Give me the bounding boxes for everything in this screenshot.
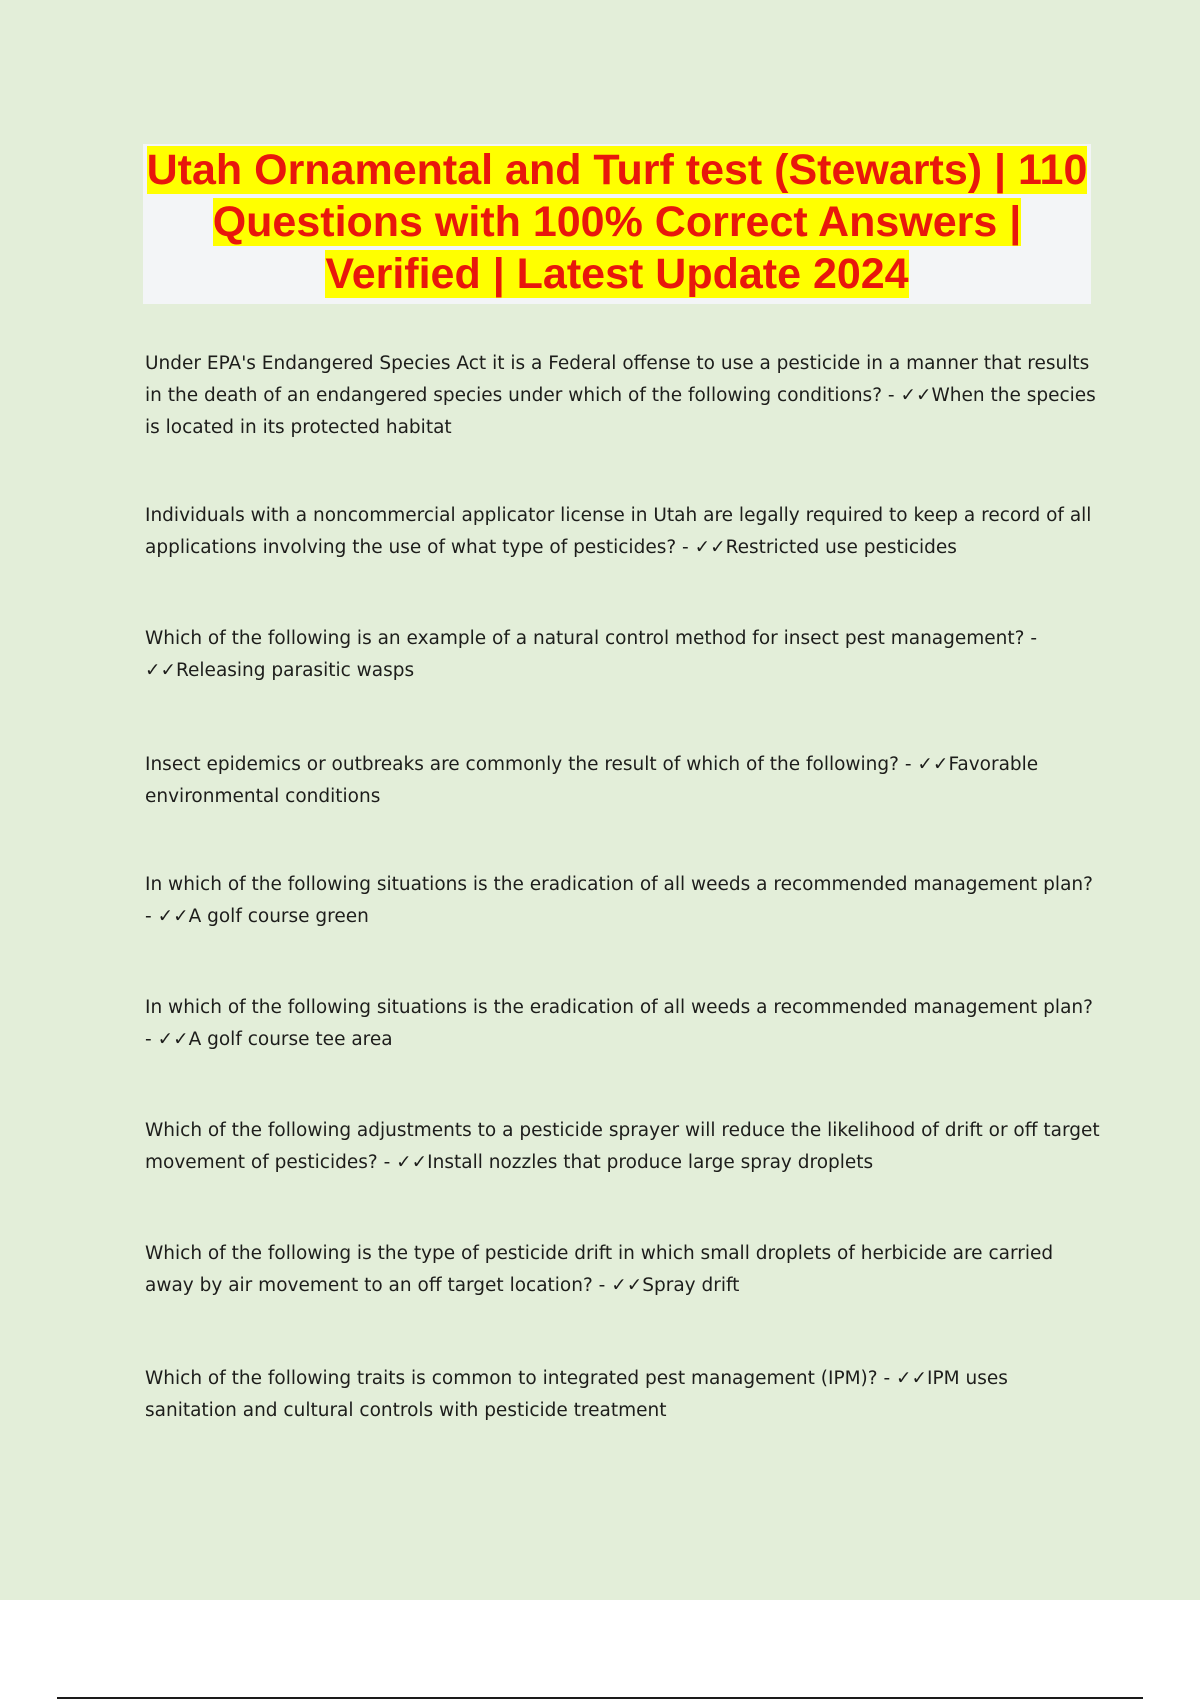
qa-item-4 — [145, 749, 1100, 869]
check-mark-icon: ✓✓ — [900, 385, 932, 406]
answer-text: Spray drift — [642, 1275, 740, 1296]
question-text: Which of the following is the type of pesticide drift in which small droplets of herbicide are carried away by air movement to an off target location? - — [145, 1243, 1054, 1296]
check-mark-icon: ✓✓ — [896, 1368, 928, 1389]
question-text: Which of the following is an example of a natural control method for insect pest management? - — [145, 628, 1038, 649]
question-text: In which of the following situations is the eradication of all weeds a recommended management plan? - — [145, 997, 1093, 1050]
check-mark-icon: ✓✓ — [917, 754, 949, 775]
check-mark-icon: ✓✓ — [396, 1152, 428, 1173]
question-text: Under EPA's Endangered Species Act it is a Federal offense to use a pesticide in a manner that results in the death of an endangered species under which of the following conditions? - — [145, 353, 1090, 406]
check-mark-icon: ✓✓ — [694, 537, 726, 558]
answer-text: A golf course green — [188, 906, 369, 927]
question-text: Insect epidemics or outbreaks are commonly the result of which of the following? - — [145, 754, 918, 775]
question-text: In which of the following situations is the eradication of all weeds a recommended management plan? - — [145, 874, 1093, 927]
qa-item-8 — [145, 1238, 1100, 1363]
qa-item-5 — [145, 869, 1100, 992]
answer-text: Releasing parasitic wasps — [176, 660, 415, 681]
document-title — [143, 144, 1091, 300]
title-block — [143, 144, 1091, 304]
title-text: Utah Ornamental and Turf test (Stewarts) | 110 Questions with 100% Correct Answers | Verified | Latest Update 2024 — [146, 146, 1088, 298]
footer-rule — [57, 1697, 1143, 1699]
check-mark-icon: ✓✓ — [157, 1029, 189, 1050]
question-answer-list — [145, 348, 1100, 1433]
qa-item-1 — [145, 348, 1100, 500]
answer-text: Favorable environmental conditions — [145, 754, 1039, 807]
qa-item-7 — [145, 1115, 1100, 1238]
qa-item-9 — [145, 1363, 1100, 1433]
qa-item-3 — [145, 623, 1100, 749]
qa-item-2 — [145, 500, 1100, 623]
question-text: Which of the following traits is common to integrated pest management (IPM)? - — [145, 1368, 897, 1389]
qa-item-6 — [145, 992, 1100, 1115]
answer-text: Restricted use pesticides — [725, 537, 957, 558]
answer-text: Install nozzles that produce large spray droplets — [427, 1152, 874, 1173]
check-mark-icon: ✓✓ — [611, 1275, 643, 1296]
answer-text: When the species is located in its protected habitat — [145, 385, 1096, 438]
answer-text: A golf course tee area — [188, 1029, 393, 1050]
question-text: Individuals with a noncommercial applicator license in Utah are legally required to keep a record of all applications involving the use of what type of pesticides? - — [145, 505, 1092, 558]
question-text: Which of the following adjustments to a pesticide sprayer will reduce the likelihood of drift or off target movement of pesticides? - — [145, 1120, 1100, 1173]
check-mark-icon: ✓✓ — [145, 660, 177, 681]
check-mark-icon: ✓✓ — [157, 906, 189, 927]
answer-text: IPM uses sanitation and cultural controls with pesticide treatment — [145, 1368, 1008, 1421]
